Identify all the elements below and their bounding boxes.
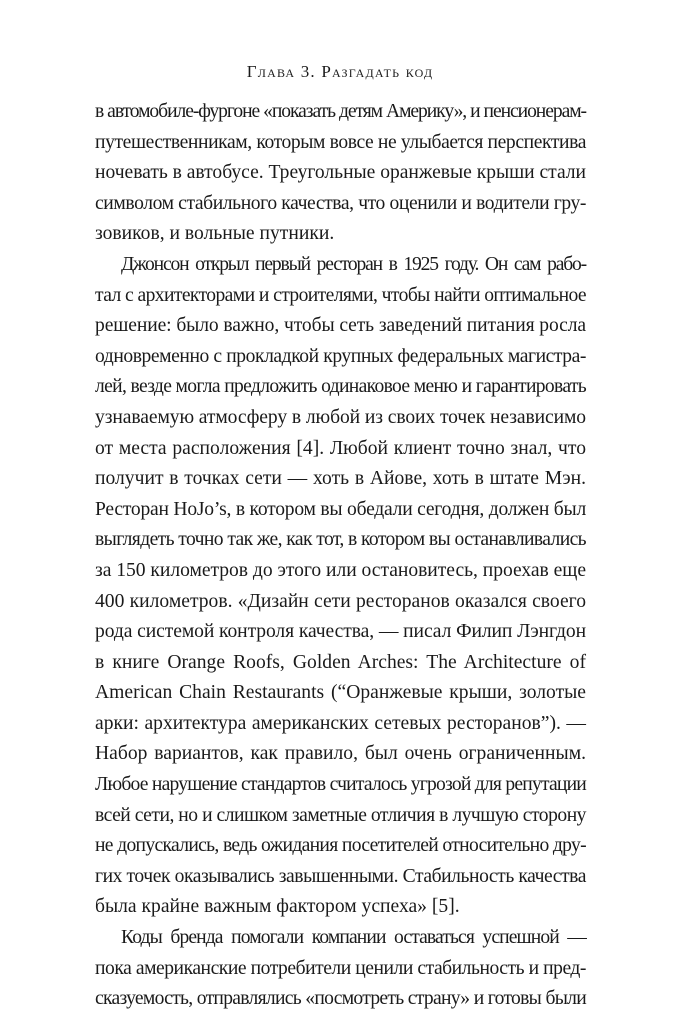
text-line: ночевать в автобусе. Треугольные оранжевые крыши стали bbox=[95, 162, 586, 184]
text-line: всей сети, но и слишком заметные отличия в лучшую сторону bbox=[95, 804, 586, 826]
text-line: 400 километров. «Дизайн сети ресторанов оказался своего bbox=[95, 590, 586, 612]
text-line: зовиков, и вольные путники. bbox=[95, 223, 335, 245]
text-line: American Chain Restaurants (“Оранжевые крыши, золотые bbox=[95, 682, 586, 704]
text-line: арки: архитектура американских сетевых ресторанов”). — bbox=[95, 712, 586, 734]
text-line: получит в точках сети — хоть в Айове, хоть в штате Мэн. bbox=[95, 468, 586, 490]
text-line: путешественникам, которым вовсе не улыбается перспектива bbox=[95, 131, 586, 153]
text-line: тал с архитекторами и строителями, чтобы найти оптимальное bbox=[95, 284, 586, 306]
text-line: Набор вариантов, как правило, был очень ограниченным. bbox=[95, 743, 586, 765]
text-line: Любое нарушение стандартов считалось угрозой для репутации bbox=[95, 774, 586, 796]
text-line: рода системой контроля качества, — писал Филип Лэнгдон bbox=[95, 621, 586, 643]
running-head: Глава 3. Разгадать код bbox=[246, 62, 434, 81]
text-line: выглядеть точно так же, как тот, в котором вы останавливались bbox=[95, 529, 586, 551]
text-line: сказуемость, отправлялись «посмотреть страну» и готовы были bbox=[95, 988, 586, 1010]
text-line: от места расположения [4]. Любой клиент точно знал, что bbox=[95, 437, 586, 459]
text-line: Джонсон открыл первый ресторан в 1925 году. Он сам рабо- bbox=[121, 253, 586, 275]
text-line: одновременно с прокладкой крупных федеральных магистра- bbox=[95, 345, 586, 367]
text-line: была крайне важным фактором успеха» [5]. bbox=[95, 896, 460, 918]
paragraph bbox=[95, 250, 586, 923]
text-line: решение: было важно, чтобы сеть заведений питания росла bbox=[95, 315, 586, 337]
text-line: Коды бренда помогали компании оставаться успешной — bbox=[121, 927, 586, 949]
text-line: символом стабильного качества, что оценили и водители гру- bbox=[95, 192, 586, 214]
text-line: в книге Orange Roofs, Golden Arches: The Architecture of bbox=[95, 651, 586, 673]
body-text bbox=[95, 97, 586, 1015]
paragraph bbox=[95, 97, 586, 250]
text-line: за 150 километров до этого или остановитесь, проехав еще bbox=[95, 559, 586, 581]
paragraph bbox=[95, 923, 586, 1015]
text-line: Ресторан HoJo’s, в котором вы обедали сегодня, должен был bbox=[95, 498, 586, 520]
text-line: узнаваемую атмосферу в любой из своих точек независимо bbox=[95, 406, 586, 428]
text-line: пока американские потребители ценили стабильность и пред- bbox=[95, 957, 586, 979]
text-line: не допускались, ведь ожидания посетителей относительно дру- bbox=[95, 835, 586, 857]
text-line: лей, везде могла предложить одинаковое меню и гарантировать bbox=[95, 376, 586, 398]
text-line: гих точек оказывались завышенными. Стабильность качества bbox=[95, 865, 586, 887]
text-line: в автомобиле-фургоне «показать детям Америку», и пенсионерам- bbox=[95, 101, 586, 122]
